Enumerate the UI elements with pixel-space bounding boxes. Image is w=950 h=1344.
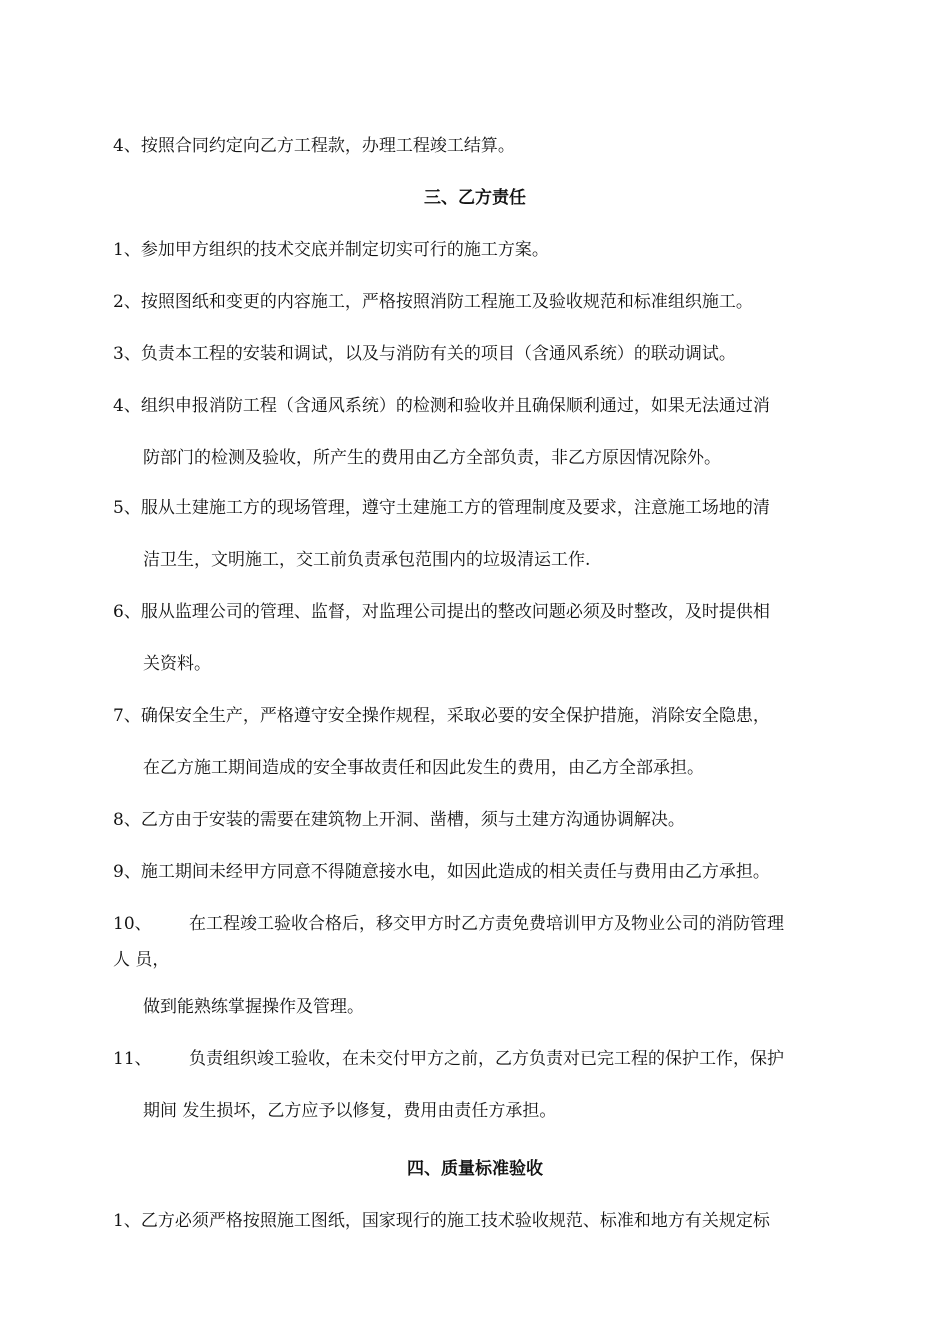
section-3-item-7-line-2: 在乙方施工期间造成的安全事故责任和因此发生的费用，由乙方全部承担。 (143, 758, 704, 778)
section-3-item-7-line-1: 7、确保安全生产，严格遵守安全操作规程，采取必要的安全保护措施，消除安全隐患， (113, 706, 770, 726)
section-3-item-2: 2、按照图纸和变更的内容施工，严格按照消防工程施工及验收规范和标准组织施工。 (113, 292, 753, 312)
section-3-item-3: 3、负责本工程的安装和调试，以及与消防有关的项目（含通风系统）的联动调试。 (113, 344, 736, 364)
section-3-item-10-line-3: 做到能熟练掌握操作及管理。 (143, 997, 364, 1017)
section-3-item-10-number: 10、 (113, 914, 152, 934)
section-4-item-1: 1、乙方必须严格按照施工图纸，国家现行的施工技术验收规范、标准和地方有关规定标 (113, 1211, 770, 1231)
section-3-item-1: 1、参加甲方组织的技术交底并制定切实可行的施工方案。 (113, 240, 549, 260)
section-3-item-4-line-1: 4、组织申报消防工程（含通风系统）的检测和验收并且确保顺利通过，如果无法通过消 (113, 396, 770, 416)
section-3-item-5-line-1: 5、服从土建施工方的现场管理，遵守土建施工方的管理制度及要求，注意施工场地的清 (113, 498, 770, 518)
section-3-item-9: 9、施工期间未经甲方同意不得随意接水电，如因此造成的相关责任与费用由乙方承担。 (113, 862, 770, 882)
section-3-item-5-line-2: 洁卫生，文明施工，交工前负责承包范围内的垃圾清运工作. (143, 550, 591, 570)
section-3-heading: 三、乙方责任 (424, 188, 526, 208)
section-3-item-11-line-1: 负责组织竣工验收，在未交付甲方之前，乙方负责对已完工程的保护工作，保护 (189, 1049, 784, 1069)
section-3-item-11-line-2: 期间 发生损坏，乙方应予以修复，费用由责任方承担。 (143, 1101, 557, 1121)
section-3-item-4-line-2: 防部门的检测及验收，所产生的费用由乙方全部负责，非乙方原因情况除外。 (143, 448, 721, 468)
section-3-item-10-line-1: 在工程竣工验收合格后，移交甲方时乙方责免费培训甲方及物业公司的消防管理 (189, 914, 784, 934)
paragraph-item-4-prev: 4、按照合同约定向乙方工程款，办理工程竣工结算。 (113, 136, 515, 156)
section-3-item-8: 8、乙方由于安装的需要在建筑物上开洞、凿槽，须与土建方沟通协调解决。 (113, 810, 685, 830)
section-3-item-10-line-2: 人 员， (113, 950, 170, 970)
section-3-item-11-number: 11、 (113, 1049, 152, 1069)
section-3-item-6-line-1: 6、服从监理公司的管理、监督，对监理公司提出的整改问题必须及时整改，及时提供相 (113, 602, 770, 622)
section-4-heading: 四、质量标准验收 (407, 1159, 543, 1179)
section-3-item-6-line-2: 关资料。 (143, 654, 211, 674)
